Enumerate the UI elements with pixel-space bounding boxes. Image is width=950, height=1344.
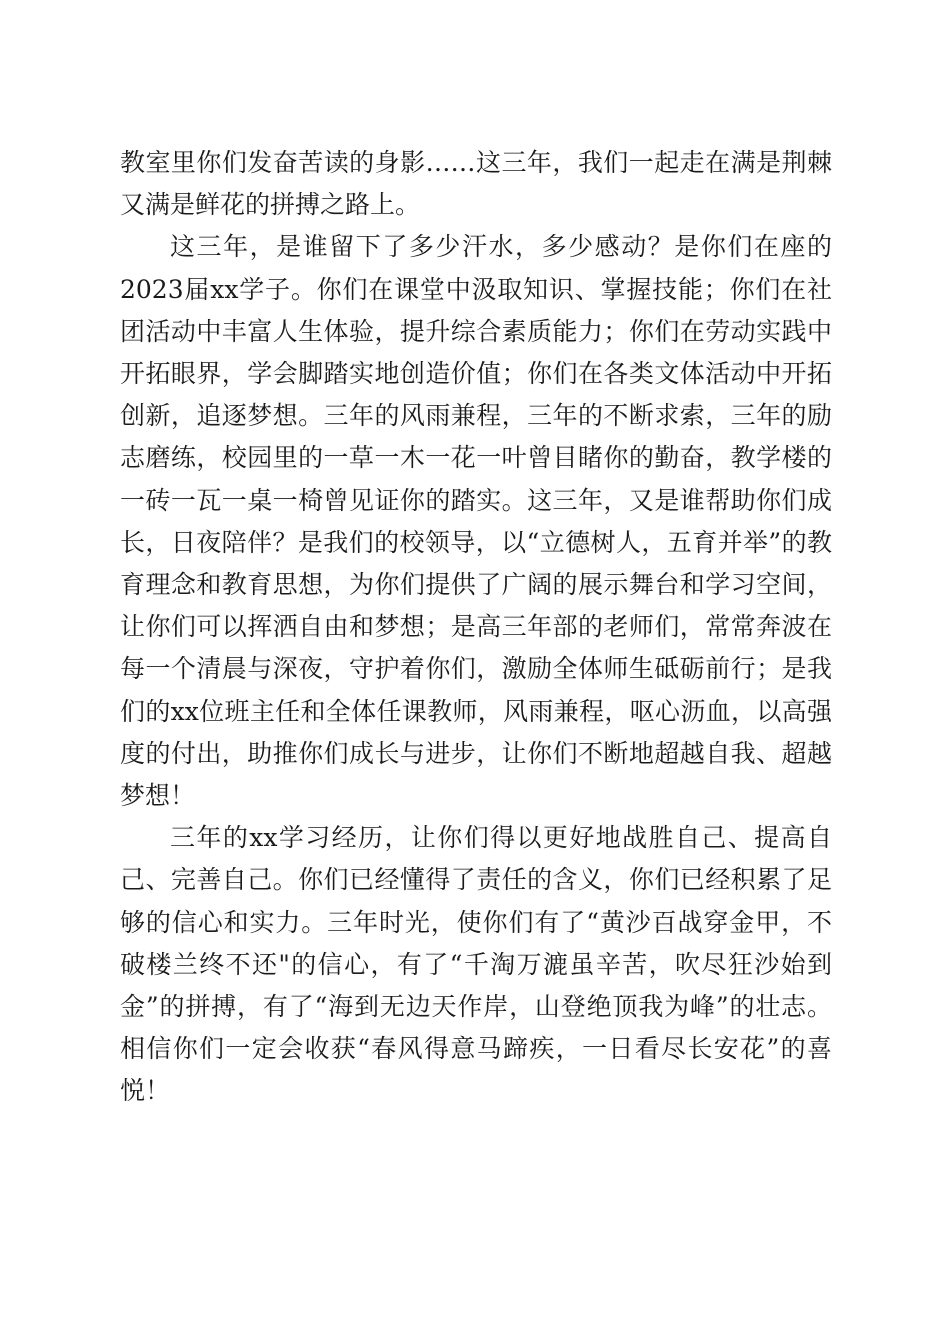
paragraph-2: 这三年，是谁留下了多少汗水，多少感动？是你们在座的2023届xx学子。你们在课堂中汲取知识、掌握技能；你们在社团活动中丰富人生体验，提升综合素质能力；你们在劳动实践中开拓眼界，学会脚踏实地创造价值；你们在各类文体活动中开拓创新，追逐梦想。三年的风雨兼程，三年的不断求索，三年的励志磨练，校园里的一草一木一花一叶曾目睹你的勤奋，教学楼的一砖一瓦一桌一椅曾见证你的踏实。这三年，又是谁帮助你们成长，日夜陪伴？是我们的校领导，以“立德树人，五育并举”的教育理念和教育思想，为你们提供了广阔的展示舞台和学习空间，让你们可以挥洒自由和梦想；是高三年部的老师们，常常奔波在每一个清晨与深夜，守护着你们，激励全体师生砥砺前行；是我们的xx位班主任和全体任课教师，风雨兼程，呕心沥血，以高强度的付出，助推你们成长与进步，让你们不断地超越自我、超越梦想！ xyxy=(120,232,832,811)
paragraph-1: 教室里你们发奋苦读的身影……这三年，我们一起走在满是荆棘又满是鲜花的拼搏之路上。 xyxy=(120,148,832,220)
paragraph-3: 三年的xx学习经历，让你们得以更好地战胜自己、提高自己、完善自己。你们已经懂得了责任的含义，你们已经积累了足够的信心和实力。三年时光，使你们有了“黄沙百战穿金甲，不破楼兰终不还"的信心，有了“千淘万漉虽辛苦，吹尽狂沙始到金”的拼搏，有了“海到无边天作岸，山登绝顶我为峰”的壮志。相信你们一定会收获“春风得意马蹄疾，一日看尽长安花”的喜悦！ xyxy=(120,823,832,1106)
document-body xyxy=(120,142,832,1113)
